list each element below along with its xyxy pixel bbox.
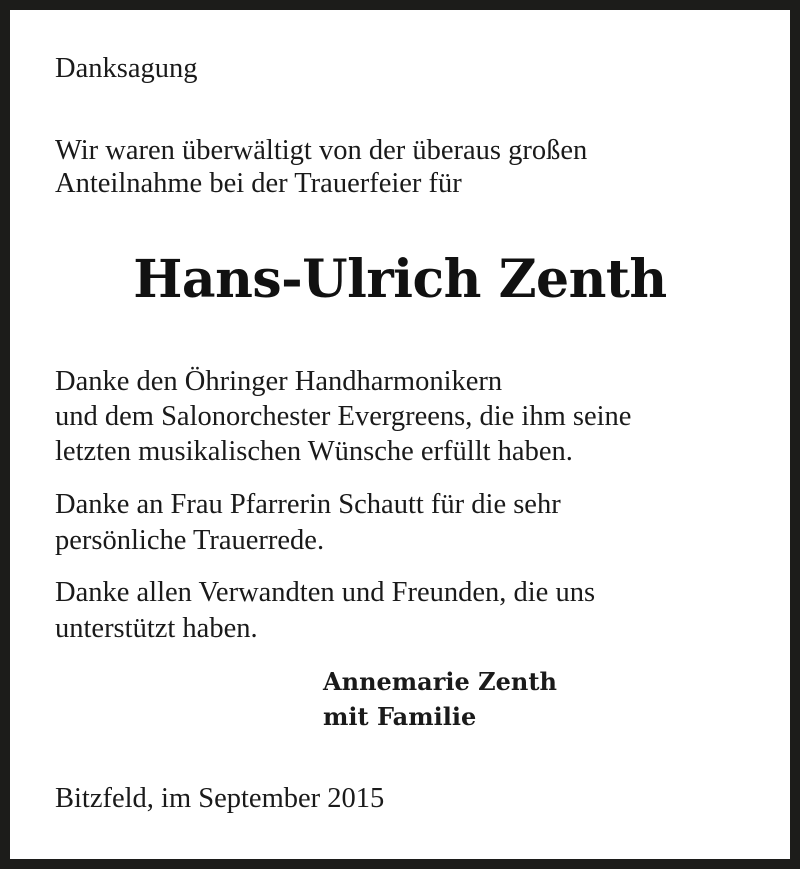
paragraph-line: letzten musikalischen Wünsche erfüllt haben. <box>55 436 573 467</box>
place-date: Bitzfeld, im September 2015 <box>55 783 385 814</box>
deceased-name: Hans-Ulrich Zenth <box>133 249 667 310</box>
paragraph-line: unterstützt haben. <box>55 613 258 644</box>
paragraph-line: und dem Salonorchester Evergreens, die ihm seine <box>55 401 632 432</box>
signature-line: Annemarie Zenth <box>323 667 557 696</box>
paragraph-line: Danke den Öhringer Handharmonikern <box>55 366 503 397</box>
heading: Danksagung <box>55 53 198 84</box>
paragraph-line: persönliche Trauerrede. <box>55 525 325 556</box>
paragraph-line: Danke an Frau Pfarrerin Schautt für die sehr <box>55 489 561 520</box>
signature-line: mit Familie <box>323 702 477 731</box>
intro-line: Anteilnahme bei der Trauerfeier für <box>55 168 462 199</box>
paragraph-line: Danke allen Verwandten und Freunden, die uns <box>55 577 596 608</box>
intro-line: Wir waren überwältigt von der überaus großen <box>55 135 588 166</box>
